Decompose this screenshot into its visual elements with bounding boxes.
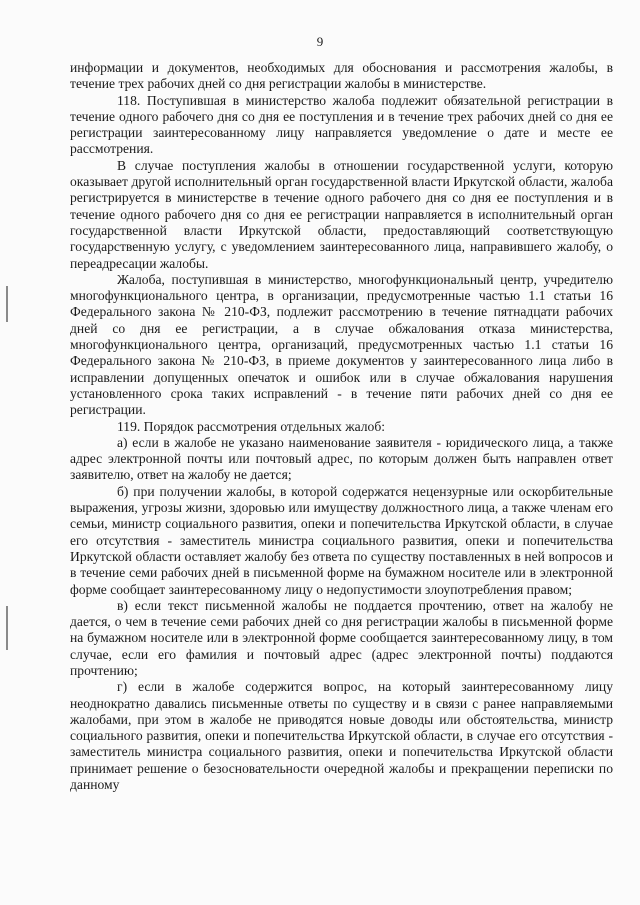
paragraph-review-terms: Жалоба, поступившая в министерство, многофункциональный центр, учредителю многофункционального центра, в организации, предусмотренные частью 1.1 статьи 16 Федерального закона № 210-ФЗ, подлежит рассмотрению в течение пятнадцати рабочих дней со дня ее регистрации, а в случае обжалования отказа министерства, многофункционального центра, организаций, предусмотренных частью 1.1 статьи 16 Федерального закона № 210-ФЗ, в приеме документов у заинтересованного лица либо в исправлении допущенных опечаток и ошибок или в случае обжалования нарушения установленного срока таких исправлений - в течение пяти рабочих дней со дня ее регистрации. bbox=[70, 271, 613, 418]
paragraph-item-119: 119. Порядок рассмотрения отдельных жалоб: bbox=[117, 418, 386, 434]
page-number: 9 bbox=[316, 34, 324, 49]
scan-edge-mark bbox=[6, 606, 8, 650]
paragraph-subitem-v: в) если текст письменной жалобы не поддается прочтению, ответ на жалобу не дается, о чем в течение семи рабочих дней со дня регистрации жалобы в письменной форме на бумажном носителе или в электронной форме сообщается заинтересованному лицу, в том случае, если его фамилия и почтовый адрес (адрес электронной почты) поддаются прочтению; bbox=[70, 597, 613, 678]
paragraph-item-118: 118. Поступившая в министерство жалоба подлежит обязательной регистрации в течение одного рабочего дня со дня ее поступления и в течение трех рабочих дней со дня ее регистрации заинтересованному лицу направляется уведомление о дате и месте ее рассмотрения. bbox=[70, 92, 613, 157]
paragraph-subitem-b: б) при получении жалобы, в которой содержатся нецензурные или оскорбительные выражения, угрозы жизни, здоровью или имуществу должностного лица, а также членам его семьи, министр социального развития, опеки и попечительства Иркутской области, в случае его отсутствия - заместитель министра социального развития, опеки и попечительства Иркутской области оставляет жалобу без ответа по существу поставленных в ней вопросов и в течение семи рабочих дней в письменной форме на бумажном носителе или в электронной форме сообщает заинтересованному лицу о недопустимости злоупотребления правом; bbox=[70, 483, 613, 597]
paragraph-subitem-a: а) если в жалобе не указано наименование заявителя - юридического лица, а также адрес электронной почты или почтовый адрес, по которым должен быть направлен ответ заявителю, ответ на жалобу не дается; bbox=[70, 434, 613, 483]
scan-edge-mark bbox=[6, 286, 8, 322]
paragraph-redirect: В случае поступления жалобы в отношении государственной услуги, которую оказывает другой исполнительный орган государственной власти Иркутской области, жалоба регистрируется в министерстве в течение одного рабочего дня со дня ее поступления и в течение одного рабочего дня со дня ее регистрации направляется в исполнительный орган государственной власти Иркутской области, предоставляющий соответствующую государственную услугу, с уведомлением заинтересованного лица, направившего жалобу, о переадресации жалобы. bbox=[70, 157, 613, 271]
paragraph-continuation: информации и документов, необходимых для обоснования и рассмотрения жалобы, в течение трех рабочих дней со дня регистрации жалобы в министерстве. bbox=[70, 60, 613, 92]
paragraph-subitem-g: г) если в жалобе содержится вопрос, на который заинтересованному лицу неоднократно давались письменные ответы по существу и в связи с ранее направляемыми жалобами, при этом в жалобе не приводятся новые доводы или обстоятельства, министр социального развития, опеки и попечительства Иркутской области, в случае его отсутствия - заместитель министра социального развития, опеки и попечительства Иркутской области принимает решение о безосновательности очередной жалобы и прекращении переписки по данному bbox=[70, 679, 613, 793]
document-body bbox=[70, 60, 613, 793]
